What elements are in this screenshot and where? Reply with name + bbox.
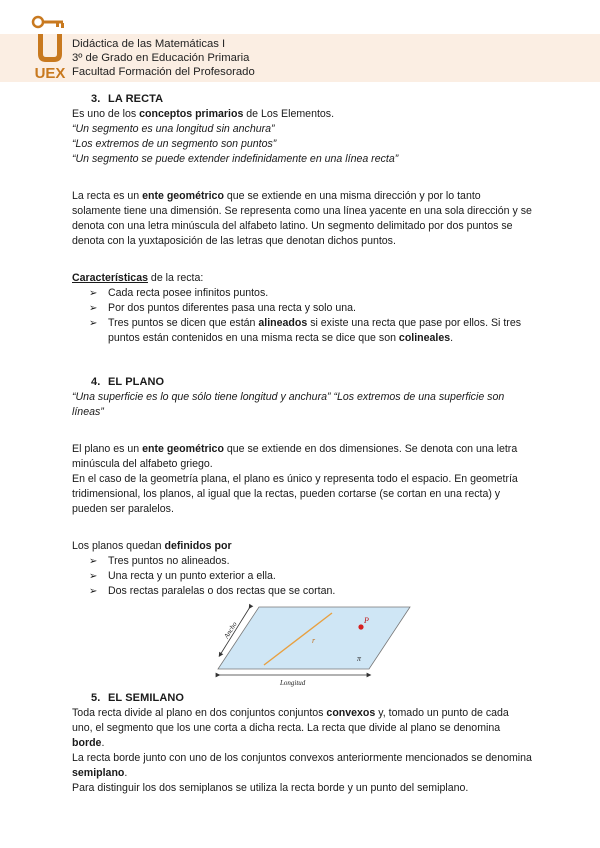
uex-logo — [30, 12, 70, 82]
sec3-quote-3: “Un segmento se puede extender indefinidamente en una línea recta” — [72, 153, 399, 165]
sec3-characteristics-label: Características de la recta: — [72, 272, 204, 284]
sec5-paragraph-2: La recta borde junto con uno de los conjuntos convexos anteriormente mencionados se denomina semiplano. — [72, 752, 532, 779]
header-line-degree: 3º de Grado en Educación Primaria — [72, 52, 250, 64]
svg-text:r: r — [312, 636, 316, 645]
sec3-bullet-list — [72, 286, 532, 346]
sec4-quote: “Una superficie es lo que sólo tiene longitud y anchura” “Los extremos de una superficie son líneas” — [72, 391, 505, 418]
sec4-paragraph-2: En el caso de la geometría plana, el plano es único y representa todo el espacio. En geometría tridimensional, los planos, al igual que la rectas, pueden cortarse (se cortan en una recta) y pueden ser paralelos. — [72, 473, 518, 515]
svg-text:P: P — [364, 616, 369, 625]
sec3-paragraph: La recta es un ente geométrico que se extiende en una misma dirección y por lo tanto solamente tiene una dimensión. Se representa como una línea yacente en una sola dirección y se denota con una letra minúscula del alfabeto latino. Un segmento delimitado por dos puntos se denota con la yuxtaposición de las letras que denotan dichos puntos. — [72, 190, 532, 247]
section-4-heading: 4. EL PLANO — [91, 376, 165, 388]
list-item: ➢ Una recta y un punto exterior a ella. — [89, 569, 532, 584]
sec3-quote-2: “Los extremos de un segmento son puntos” — [72, 138, 277, 150]
list-item: ➢ Tres puntos no alineados. — [89, 554, 532, 569]
list-item: ➢ Por dos puntos diferentes pasa una recta y solo una. — [89, 301, 532, 316]
sec5-paragraph-1: Toda recta divide al plano en dos conjuntos conjuntos convexos y, tomado un punto de cada uno, el segmento que los une corta a dicha recta. La recta que divide al plano se denomina borde. — [72, 707, 509, 749]
svg-text:Ancho: Ancho — [222, 620, 239, 640]
svg-text:Longitud: Longitud — [280, 679, 306, 687]
header-line-faculty: Facultad Formación del Profesorado — [72, 66, 255, 78]
svg-text:UEX: UEX — [34, 65, 66, 82]
sec3-quote-1: “Un segmento es una longitud sin anchura” — [72, 123, 275, 135]
point-p — [358, 624, 363, 629]
header-text — [72, 37, 255, 79]
plane-figure — [72, 603, 532, 691]
header-line-course: Didáctica de las Matemáticas I — [72, 38, 226, 50]
list-item: ➢ Dos rectas paralelas o dos rectas que se cortan. — [89, 584, 532, 599]
section-3-heading: 3. LA RECTA — [91, 93, 164, 105]
plane-diagram — [214, 603, 414, 689]
sec4-defined-by: Los planos quedan definidos por — [72, 540, 232, 552]
document-body — [72, 92, 532, 796]
list-item: ➢ Cada recta posee infinitos puntos. — [89, 286, 532, 301]
section-5-heading: 5. EL SEMILANO — [91, 692, 185, 704]
sec4-bullet-list — [72, 554, 532, 599]
sec5-paragraph-3: Para distinguir los dos semiplanos se utiliza la recta borde y un punto del semiplano. — [72, 782, 469, 794]
sec3-intro: Es uno de los conceptos primarios de Los Elementos. — [72, 108, 335, 120]
svg-text:π: π — [357, 654, 362, 663]
list-item: ➢ Tres puntos se dicen que están alineados si existe una recta que pase por ellos. Si tres puntos están contenidos en una misma recta se dice que son colineales. — [89, 316, 532, 346]
sec4-paragraph-1: El plano es un ente geométrico que se extiende en dos dimensiones. Se denota con una letra minúscula del alfabeto griego. — [72, 443, 518, 470]
